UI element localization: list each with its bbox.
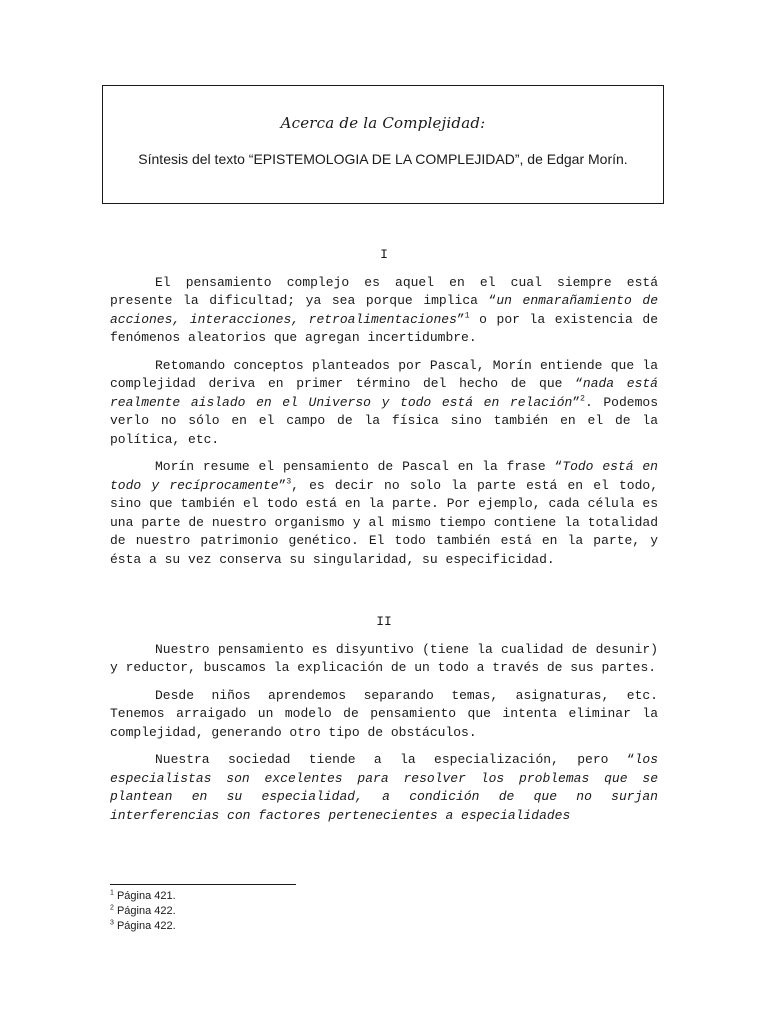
quoted-text: un enmarañamiento de acciones, interacciones, retroalimentaciones [110, 293, 658, 327]
document-subtitle: Síntesis del texto “EPISTEMOLOGIA DE LA COMPLEJIDAD”, de Edgar Morín. [138, 151, 628, 167]
quoted-text: los especialistas son excelentes para resolver los problemas que se plantean en su especialidad, a condición de que no surjan interferencias con factores pertenecientes a especialidades [110, 752, 658, 823]
footnotes [110, 889, 176, 934]
paragraph: Nuestro pensamiento es disyuntivo (tiene la cualidad de desunir) y reductor, buscamos la explicación de un todo a través de sus partes. [110, 641, 658, 675]
footnote [110, 919, 176, 934]
footnote-reference: 2 [580, 394, 585, 404]
paragraph: Morín resume el pensamiento de Pascal en la frase “Todo está en todo y recíprocamente”$^3$, es decir no solo la parte está en el todo, sino que también el todo está en la parte. Por ejemplo, cada célula es una parte de nuestro organismo y al mismo tiempo contiene la totalidad de nuestro patrimonio genético. El todo también está en la parte, y ésta a su vez conserva su singularidad, su especificidad. [110, 459, 658, 567]
section-numeral: II [376, 614, 392, 629]
footnote-reference: 1 [464, 311, 470, 321]
footnote-number: 1 [110, 889, 114, 897]
paragraph: Retomando conceptos planteados por Pascal, Morín entiende que la complejidad deriva en primer término del hecho de que “nada está realmente aislado en el Universo y todo está en relación”$^2$. Podemos verlo no sólo en el campo de la física sino también en el de la política, etc. [110, 357, 658, 447]
footnote [110, 904, 176, 919]
footnote-divider [110, 884, 296, 885]
footnote [110, 889, 176, 904]
footnote-text: Página 421. [113, 890, 176, 902]
section-numeral: I [380, 247, 388, 262]
paragraph: El pensamiento complejo es aquel en el cual siempre está presente la dificultad; ya sea porque implica “un enmarañamiento de acciones, interacciones, retroalimentaciones”$^1$ o por la existencia de fenómenos aleatorios que agregan incertidumbre. [110, 274, 658, 345]
title-box [102, 85, 664, 204]
quoted-text: nada está realmente aislado en el Universo y todo está en relación [110, 376, 658, 410]
footnote-number: 3 [110, 919, 114, 927]
document-title: Acerca de la Complejidad: [280, 114, 486, 132]
paragraph: Desde niños aprendemos separando temas, asignaturas, etc. Tenemos arraigado un modelo de pensamiento que intenta eliminar la complejidad, generando otro tipo de obstáculos. [110, 687, 658, 740]
footnote-text: Página 422. [113, 905, 176, 917]
document-body [110, 246, 658, 834]
paragraph: Nuestra sociedad tiende a la especialización, pero “los especialistas son excelentes para resolver los problemas que se plantean en su especialidad, a condición de que no surjan interferencias con factores pertenecientes a especialidades [110, 752, 658, 823]
footnote-number: 2 [110, 904, 114, 912]
quoted-text: Todo está en todo y recíprocamente [110, 459, 658, 493]
footnote-reference: 3 [286, 477, 292, 487]
footnote-text: Página 422. [113, 920, 176, 932]
